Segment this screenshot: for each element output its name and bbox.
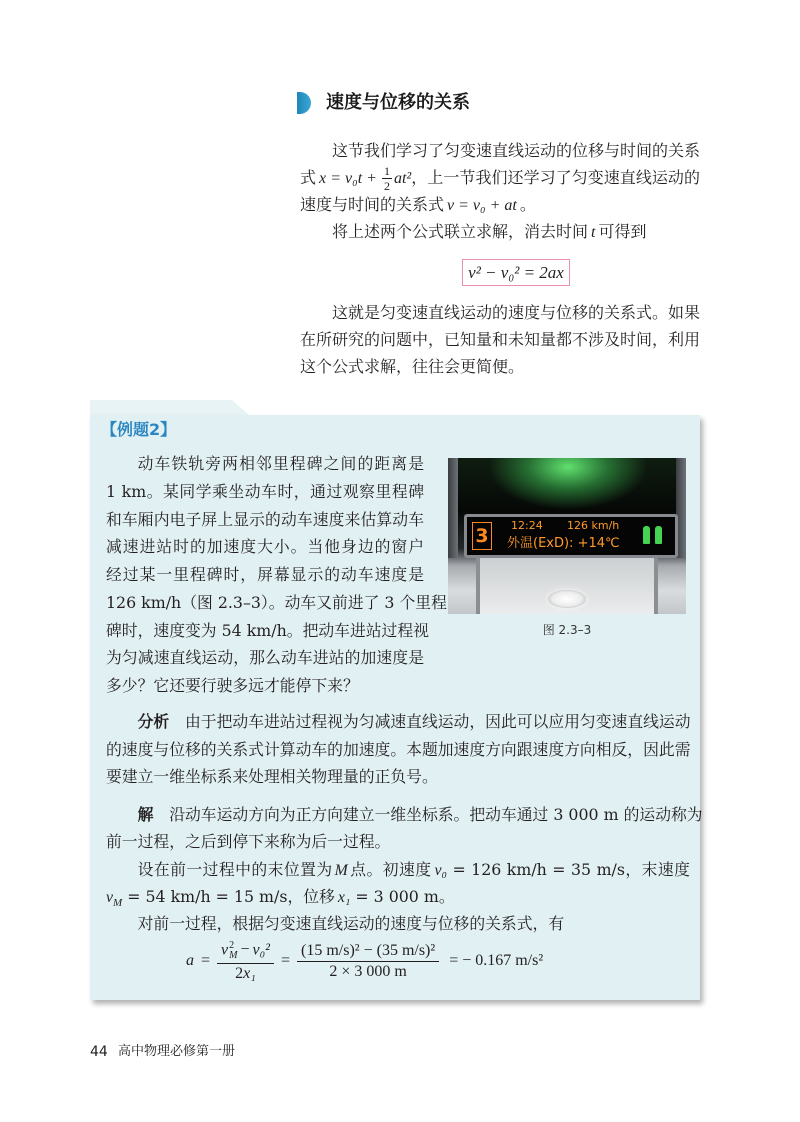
numerator-sup: 2 — [229, 939, 235, 951]
half-fraction — [382, 165, 392, 192]
solution-line-1 — [106, 801, 703, 828]
fraction-1-denominator — [231, 964, 260, 982]
acceleration-formula — [186, 939, 543, 983]
fraction-2-denominator: 2 × 3 000 m — [329, 962, 407, 980]
denominator-coefficient: 2 — [235, 964, 244, 982]
problem-line: 多少？它还要行驶多远才能停下来？ — [106, 676, 359, 695]
problem-line: 经过某一里程碑时，屏幕显示的动车速度是 — [106, 565, 424, 584]
intro-p3-line-3: 这个公式求解，往往会更简便。 — [300, 357, 525, 376]
displacement-formula-part: x = v₀t + — [319, 170, 377, 187]
intro-p1-line-2-pre: 式 — [300, 168, 317, 187]
solution-section — [106, 801, 703, 937]
problem-line: 减速进站时的加速度大小。当他身边的窗户 — [106, 537, 424, 557]
wall-left — [448, 458, 458, 558]
final-velocity-subscript: M — [113, 896, 123, 909]
book-title: 高中物理必修第一册 — [118, 1044, 236, 1059]
solution-line-5: 对前一过程，根据匀变速直线运动的速度与位移的关系式，有 — [137, 914, 565, 934]
numerator-v: v — [221, 941, 229, 959]
analysis-line-1 — [106, 708, 690, 736]
intro-p3-line-2: 在所研究的问题中，已知量和未知量都不涉及时间，利用 — [300, 330, 701, 349]
example-label: 【例题2】 — [101, 420, 177, 439]
intro-p1-line-3-post: 。 — [519, 195, 536, 214]
intro-p1-line-3-pre: 速度与时间的关系式 — [300, 195, 445, 214]
formula-equals-2: = — [280, 952, 291, 969]
intro-p1-line-2 — [300, 164, 700, 191]
section-title: 速度与位移的关系 — [326, 92, 470, 113]
problem-line: 126 km/h（图 2.3–3）。动车又前进了 3 个里程 — [106, 592, 447, 612]
intro-p1-line-1: 这节我们学习了匀变速直线运动的位移与时间的关系 — [332, 141, 701, 160]
problem-line: 为匀减速直线运动，那么动车进站的加速度是 — [106, 648, 424, 668]
example-tab — [90, 400, 250, 416]
denominator-variable: x₁ — [243, 964, 256, 982]
intro-p1-line-3 — [300, 191, 700, 218]
displacement-formula-tail: at² — [393, 170, 412, 187]
solution-l3-post: = 126 km/h = 35 m/s，末速度 — [446, 859, 690, 879]
fraction-numerator: 1 — [383, 164, 390, 178]
problem-line: 1 km。某同学乘坐动车时，通过观察里程碑 — [106, 481, 424, 501]
ceiling-light — [548, 590, 586, 608]
led-display-panel — [464, 514, 678, 558]
page-number: 44 — [90, 1044, 108, 1060]
final-velocity-symbol: v — [106, 888, 114, 906]
restroom-icon — [643, 526, 650, 544]
numerator-v0-squared: v₀² — [252, 941, 270, 959]
intro-p1-line-2-post: ，上一节我们还学习了匀变速直线运动的 — [411, 168, 700, 187]
formula-lhs: a — [186, 952, 194, 969]
numerator-sub: M — [229, 949, 238, 961]
problem-line: 和车厢内电子屏上显示的动车速度来估算动车 — [106, 509, 424, 529]
figure-caption: 图 2.3–3 — [542, 623, 592, 637]
analysis-line-2: 的速度与位移的关系式计算动车的加速度。本题加速度方向跟速度方向相反，因此需 — [106, 739, 691, 759]
display-speed: 126 km/h — [567, 519, 620, 532]
intro-paragraph-1 — [300, 137, 700, 218]
time-variable: t — [591, 224, 596, 241]
analysis-line-3: 要建立一维坐标系来处理相关物理量的正负号。 — [106, 767, 438, 786]
numerator-sup-sub — [229, 941, 237, 961]
solution-l4-mid: = 54 km/h = 15 m/s，位移 — [122, 886, 335, 906]
fraction-denominator: 2 — [383, 179, 390, 193]
solution-l3-pre: 设在前一过程中的末位置为 — [137, 859, 333, 879]
analysis-section — [106, 708, 690, 791]
formula-equals-1: = — [201, 952, 211, 969]
intro-p2-pre: 将上述两个公式联立求解，消去时间 — [332, 222, 589, 241]
display-car-number: 3 — [472, 522, 492, 550]
intro-paragraph-3 — [300, 299, 700, 380]
display-time: 12:24 — [511, 519, 543, 532]
intro-p2-post: 可得到 — [598, 222, 647, 241]
section-marker-icon — [297, 92, 311, 114]
formula-fraction-2 — [297, 943, 439, 980]
restroom-icon — [655, 526, 662, 544]
train-display-photo — [448, 458, 686, 614]
intro-p2-line — [300, 218, 700, 245]
velocity-displacement-formula-box: v² − v₀² = 2ax — [462, 259, 570, 286]
fraction-2-numerator: (15 m/s)² − (35 m/s)² — [297, 943, 439, 962]
displacement-symbol: x₁ — [337, 888, 351, 906]
intro-paragraph-2 — [300, 218, 700, 245]
problem-line: 碑时，速度变为 54 km/h。把动车进站过程视 — [106, 620, 429, 640]
solution-line-2: 前一过程，之后到停下来称为后一过程。 — [106, 832, 391, 852]
formula-result: = − 0.167 m/s² — [449, 952, 544, 969]
display-temperature: 外温(ExD): +14℃ — [507, 536, 620, 551]
velocity-formula: v = v₀ + at — [447, 197, 517, 214]
solution-line-4 — [106, 883, 690, 910]
analysis-label: 分析 — [137, 712, 170, 731]
intro-p3-line-1: 这就是匀变速直线运动的速度与位移的关系式。如果 — [332, 303, 701, 322]
fraction-1-numerator — [217, 941, 274, 964]
solution-line-3 — [106, 856, 690, 883]
example-problem — [106, 450, 447, 700]
formula-fraction-1 — [217, 941, 274, 982]
initial-velocity-symbol: v₀ — [434, 861, 447, 879]
solution-l4-post: = 3 000 m。 — [350, 886, 455, 906]
numerator-minus: − — [240, 941, 250, 959]
solution-l3-mid: 点。初速度 — [349, 859, 432, 879]
problem-line: 动车铁轨旁两相邻里程碑之间的距离是 — [137, 454, 424, 473]
solution-label: 解 — [137, 805, 154, 824]
green-ceiling-glow — [488, 458, 648, 510]
point-m: M — [334, 861, 348, 879]
analysis-text: 由于把动车进站过程视为匀减速直线运动，因此可以应用匀变速直线运动 — [185, 712, 691, 731]
solution-text: 沿动车运动方向为正方向建立一维坐标系。把动车通过 3 000 m 的运动称为 — [169, 805, 703, 824]
